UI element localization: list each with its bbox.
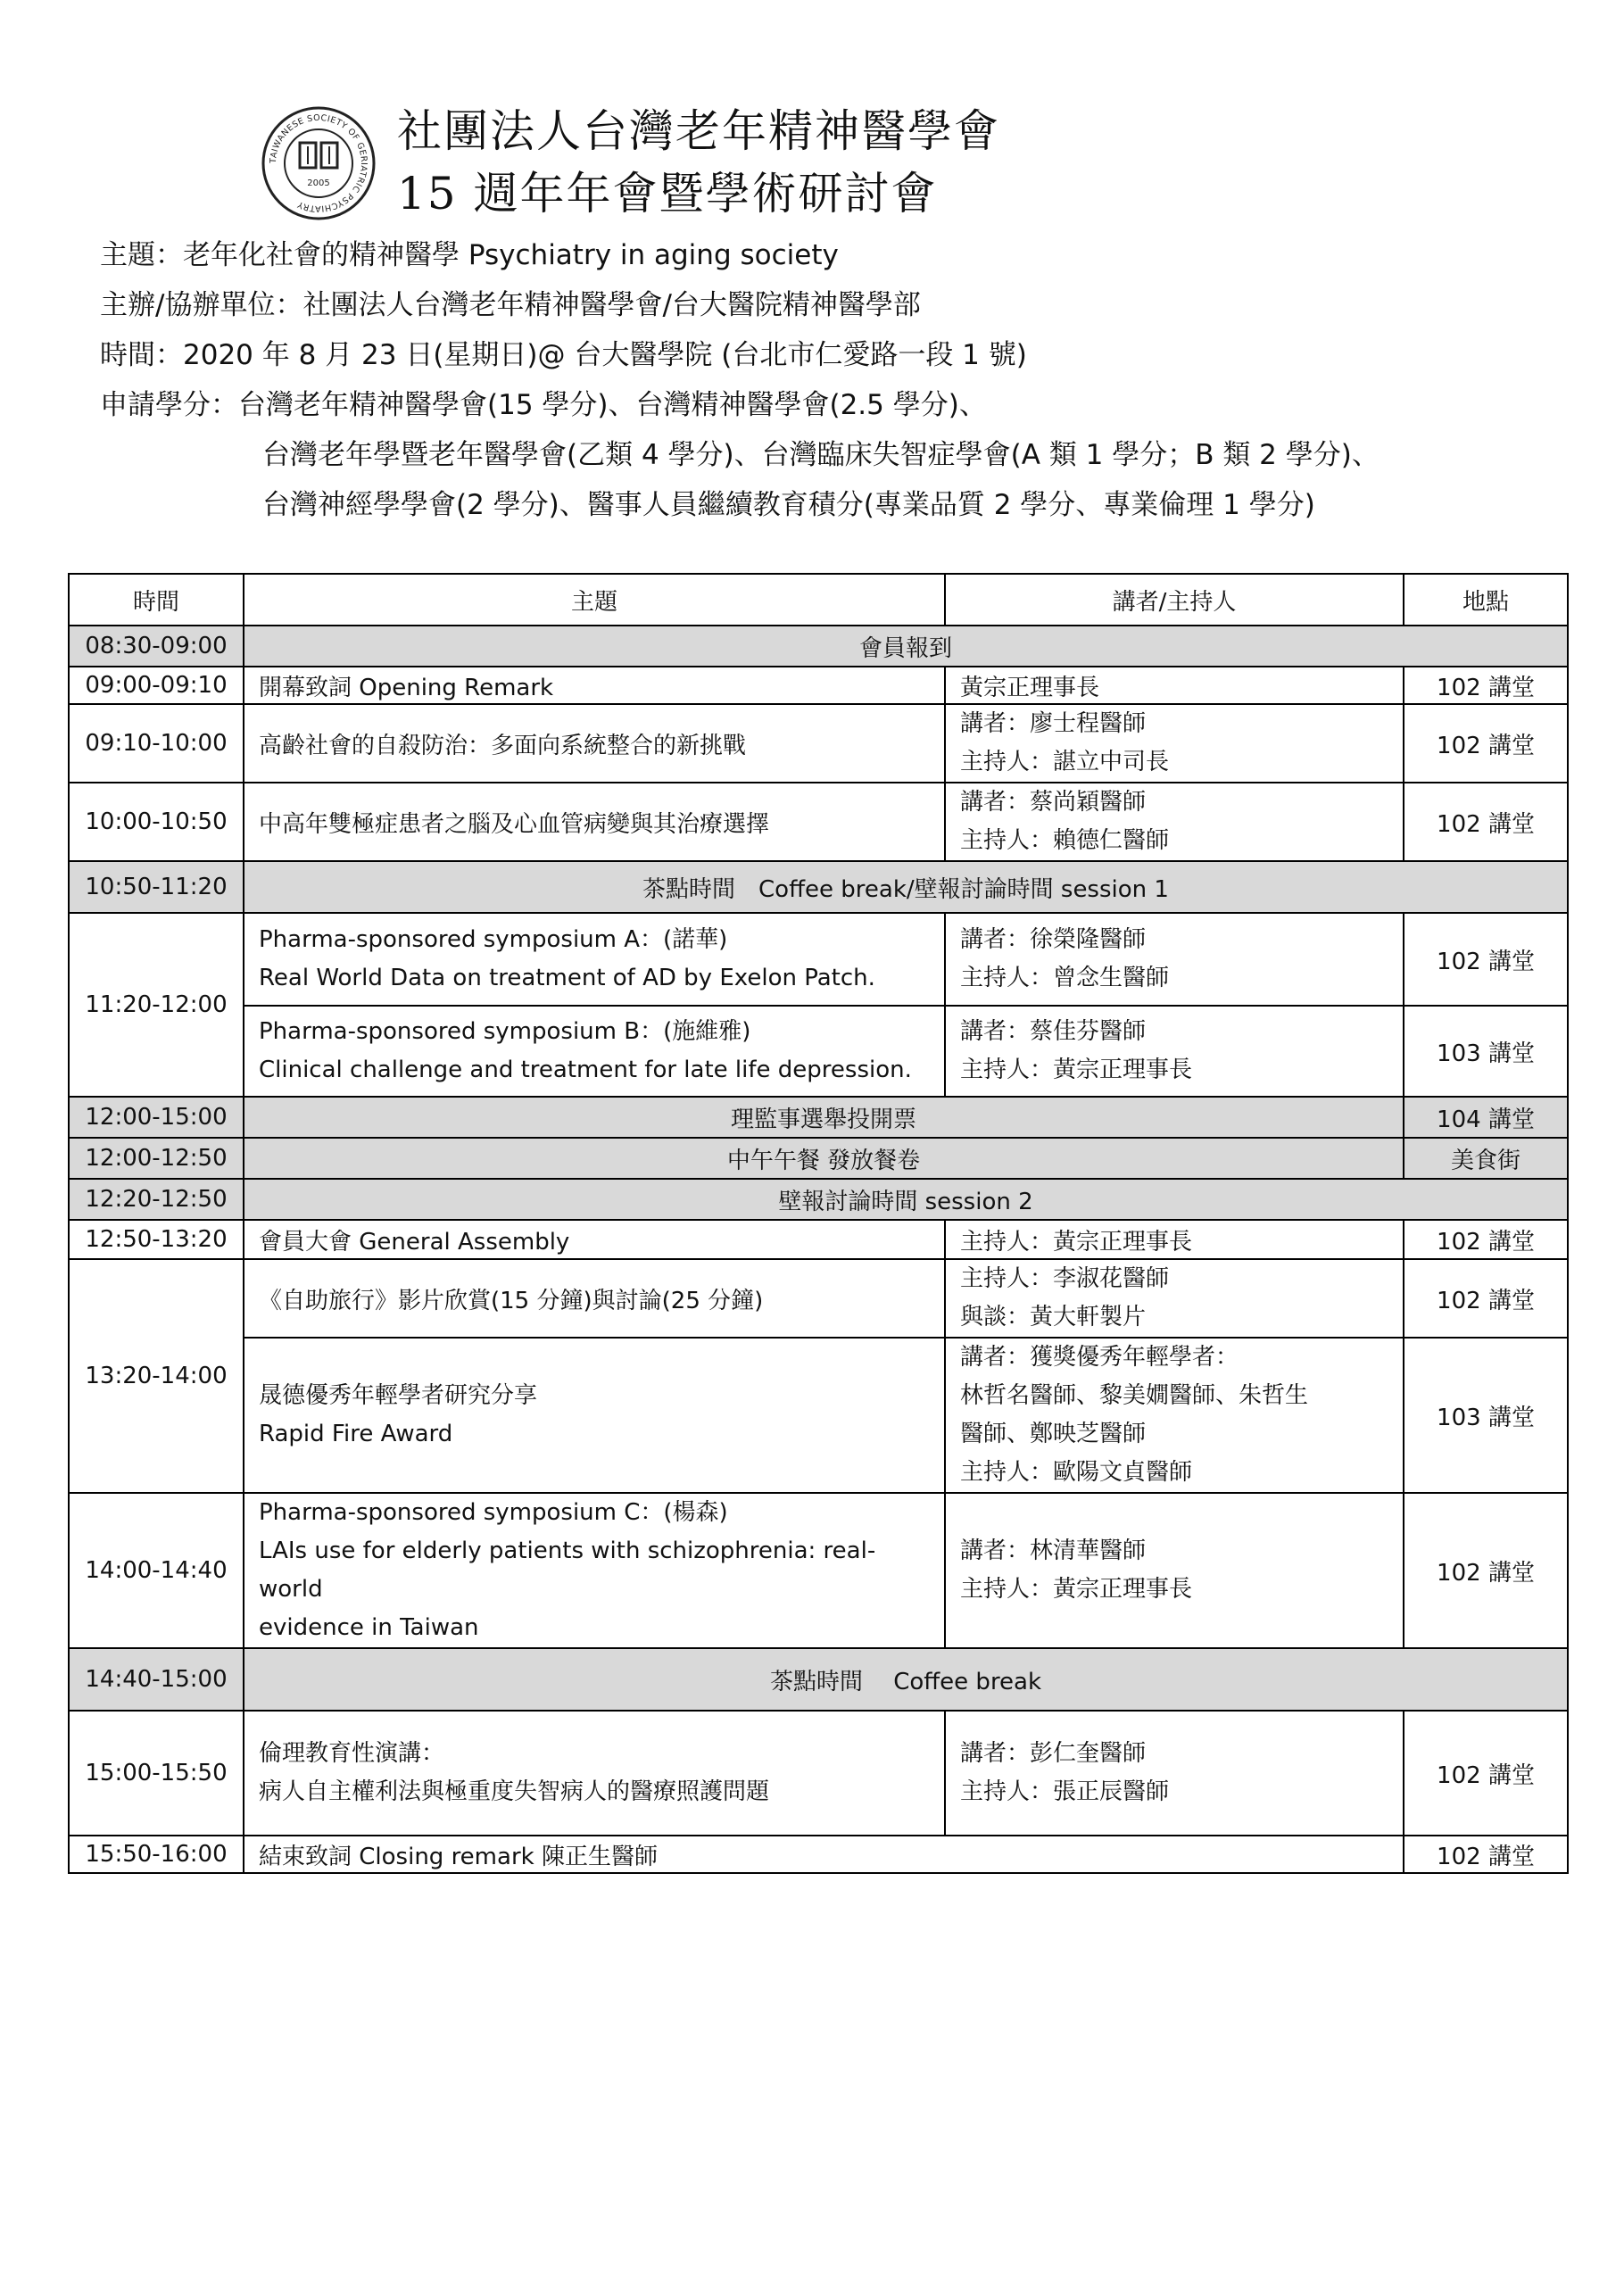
table-row: [69, 1097, 1568, 1138]
row-topic: 茶點時間 Coffee break: [244, 1648, 1568, 1711]
row-topic: 開幕致詞 Opening Remark: [244, 667, 945, 704]
row-time: 09:10-10:00: [69, 704, 244, 783]
speaker-line: 講者：徐榮隆醫師: [960, 926, 1147, 953]
row-topic: 理監事選舉投開票: [244, 1097, 1404, 1138]
topic-line: evidence in Taiwan: [259, 1614, 479, 1641]
event-credits-3: 台灣神經學學會(2 學分)、醫事人員繼續教育積分(專業品質 2 學分、專業倫理 1 學分): [262, 489, 1315, 521]
row-topic: 壁報討論時間 session 2: [244, 1179, 1568, 1220]
row-time: 11:20-12:00: [69, 913, 244, 1097]
page-title: 社團法人台灣老年精神醫學會: [397, 105, 1000, 157]
table-row: [69, 1138, 1568, 1179]
table-row: [69, 626, 1568, 667]
topic-line: Pharma-sponsored symposium B：(施維雅): [259, 1018, 751, 1045]
topic-line: 倫理教育性演講：: [259, 1740, 445, 1767]
host-line: 主持人：黃宗正理事長: [960, 1576, 1193, 1603]
row-venue: 102 講堂: [1404, 1836, 1568, 1873]
row-venue: 102 講堂: [1404, 1711, 1568, 1836]
row-speaker: [945, 1493, 1404, 1648]
table-header-row: [69, 574, 1568, 626]
topic-line: 晟德優秀年輕學者研究分享: [259, 1382, 538, 1409]
table-row: [69, 1259, 1568, 1338]
table-row: [69, 1006, 1568, 1097]
speaker-line: 講者：蔡佳芬醫師: [960, 1018, 1147, 1045]
row-speaker: [945, 1338, 1404, 1493]
row-venue: 美食街: [1404, 1138, 1568, 1179]
row-topic: [244, 1493, 945, 1648]
row-venue: 102 講堂: [1404, 1259, 1568, 1338]
schedule-table: [68, 573, 1569, 1874]
row-speaker: 主持人：黃宗正理事長: [945, 1220, 1404, 1259]
title-block: [397, 100, 1000, 225]
event-info: [100, 230, 1380, 530]
header-speaker: 講者/主持人: [945, 574, 1404, 626]
table-row: [69, 1220, 1568, 1259]
row-topic: [244, 913, 945, 1006]
topic-line: Pharma-sponsored symposium C：(楊森): [259, 1499, 728, 1526]
header-venue: 地點: [1404, 574, 1568, 626]
row-topic: [244, 1711, 945, 1836]
row-venue: 104 講堂: [1404, 1097, 1568, 1138]
event-credits-1: 申請學分：台灣老年精神醫學會(15 學分)、台灣精神醫學會(2.5 學分)、: [100, 389, 987, 421]
row-speaker: 黃宗正理事長: [945, 667, 1404, 704]
row-time: 15:50-16:00: [69, 1836, 244, 1873]
row-topic: [244, 1338, 945, 1493]
header-topic: 主題: [244, 574, 945, 626]
page-subtitle: 15 週年年會暨學術研討會: [397, 168, 938, 220]
row-topic: 《自助旅行》影片欣賞(15 分鐘)與討論(25 分鐘): [244, 1259, 945, 1338]
row-topic: 會員大會 General Assembly: [244, 1220, 945, 1259]
row-speaker: [945, 1259, 1404, 1338]
row-topic: 中午午餐 發放餐卷: [244, 1138, 1404, 1179]
topic-line: LAIs use for elderly patients with schizophrenia: real-world: [259, 1538, 876, 1603]
topic-line: Pharma-sponsored symposium A：(諾華): [259, 926, 728, 953]
row-speaker: [945, 783, 1404, 861]
row-venue: 102 講堂: [1404, 1220, 1568, 1259]
row-time: 13:20-14:00: [69, 1259, 244, 1493]
topic-line: Real World Data on treatment of AD by Exelon Patch.: [259, 965, 875, 991]
row-venue: 103 講堂: [1404, 1338, 1568, 1493]
event-organizer: 主辦/協辦單位：社團法人台灣老年精神醫學會/台大醫院精神醫學部: [100, 289, 921, 321]
row-time: 14:40-15:00: [69, 1648, 244, 1711]
table-row: [69, 861, 1568, 913]
host-line: 主持人：張正辰醫師: [960, 1778, 1170, 1805]
row-time: 15:00-15:50: [69, 1711, 244, 1836]
row-time: 09:00-09:10: [69, 667, 244, 704]
table-row: [69, 1179, 1568, 1220]
host-line: 主持人：黃宗正理事長: [960, 1057, 1193, 1083]
row-topic: 高齡社會的自殺防治：多面向系統整合的新挑戰: [244, 704, 945, 783]
row-venue: 102 講堂: [1404, 1493, 1568, 1648]
row-time: 08:30-09:00: [69, 626, 244, 667]
row-time: 12:00-15:00: [69, 1097, 244, 1138]
table-row: [69, 1711, 1568, 1836]
host-line: 主持人：賴德仁醫師: [960, 827, 1170, 854]
host-line: 主持人：曾念生醫師: [960, 965, 1170, 991]
row-time: 10:00-10:50: [69, 783, 244, 861]
row-speaker: [945, 1711, 1404, 1836]
row-topic: [244, 1006, 945, 1097]
svg-text:TAIWANESE SOCIETY OF GERIATRIC: [269, 113, 369, 213]
row-speaker: [945, 704, 1404, 783]
panelist-line: 與談：黃大軒製片: [960, 1304, 1147, 1330]
topic-line: 病人自主權利法與極重度失智病人的醫療照護問題: [259, 1778, 770, 1805]
table-row: [69, 704, 1568, 783]
row-venue: 102 講堂: [1404, 913, 1568, 1006]
row-venue: 103 講堂: [1404, 1006, 1568, 1097]
host-line: 主持人：諶立中司長: [960, 749, 1170, 775]
table-row: [69, 913, 1568, 1006]
speaker-line: 講者：林清華醫師: [960, 1538, 1147, 1564]
logo-year: 2005: [307, 178, 330, 188]
row-topic: 茶點時間 Coffee break/壁報討論時間 session 1: [244, 861, 1568, 913]
row-speaker: [945, 1006, 1404, 1097]
header-time: 時間: [69, 574, 244, 626]
host-line: 主持人：李淑花醫師: [960, 1265, 1170, 1292]
topic-line: Rapid Fire Award: [259, 1421, 453, 1447]
row-topic: 結束致詞 Closing remark 陳正生醫師: [244, 1836, 1404, 1873]
speaker-line: 林哲名醫師、黎美嫺醫師、朱哲生: [960, 1382, 1309, 1409]
table-row: [69, 1493, 1568, 1648]
row-venue: 102 講堂: [1404, 667, 1568, 704]
row-time: 12:00-12:50: [69, 1138, 244, 1179]
speaker-line: 醫師、鄭映芝醫師: [960, 1421, 1147, 1447]
host-line: 主持人：歐陽文貞醫師: [960, 1459, 1193, 1486]
society-logo: [261, 105, 377, 221]
row-time: 12:50-13:20: [69, 1220, 244, 1259]
speaker-line: 講者：獲獎優秀年輕學者：: [960, 1344, 1239, 1371]
row-time: 10:50-11:20: [69, 861, 244, 913]
table-row: [69, 667, 1568, 704]
row-time: 14:00-14:40: [69, 1493, 244, 1648]
logo-ring-text: TAIWANESE SOCIETY OF GERIATRIC PSYCHIATRY: [268, 112, 369, 214]
speaker-line: 講者：彭仁奎醫師: [960, 1740, 1147, 1767]
event-theme: 主題：老年化社會的精神醫學 Psychiatry in aging society: [100, 239, 839, 271]
row-venue: 102 講堂: [1404, 783, 1568, 861]
table-row: [69, 1648, 1568, 1711]
topic-line: Clinical challenge and treatment for late life depression.: [259, 1057, 912, 1083]
row-speaker: [945, 913, 1404, 1006]
row-topic: 中高年雙極症患者之腦及心血管病變與其治療選擇: [244, 783, 945, 861]
event-credits-2: 台灣老年學暨老年醫學會(乙類 4 學分)、台灣臨床失智症學會(A 類 1 學分；B 類 2 學分)、: [262, 439, 1380, 471]
speaker-line: 講者：廖士程醫師: [960, 710, 1147, 737]
row-topic: 會員報到: [244, 626, 1568, 667]
event-time: 時間：2020 年 8 月 23 日(星期日)@ 台大醫學院 (台北市仁愛路一段 1 號): [100, 339, 1027, 371]
row-time: 12:20-12:50: [69, 1179, 244, 1220]
speaker-line: 講者：蔡尚穎醫師: [960, 789, 1147, 816]
table-row: [69, 783, 1568, 861]
table-row: [69, 1836, 1568, 1873]
table-row: [69, 1338, 1568, 1493]
row-venue: 102 講堂: [1404, 704, 1568, 783]
